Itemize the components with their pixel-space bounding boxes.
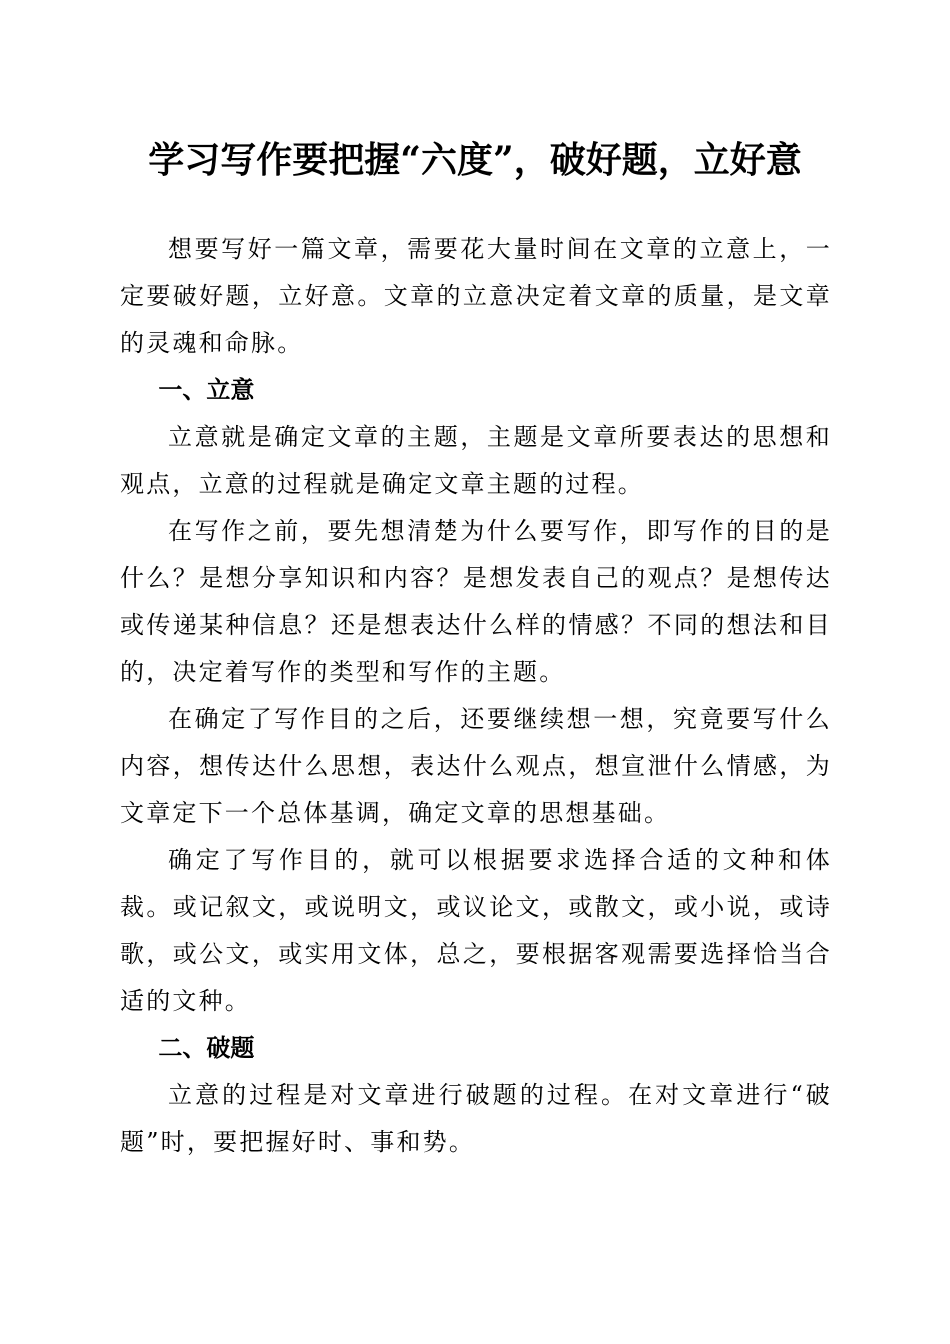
section-heading-liyi: 一、立意: [158, 376, 255, 404]
paragraph-liyi-definition: 立意就是确定文章的主题，主题是文章所要表达的思想和观点，立意的过程就是确定文章主题的过程。: [120, 423, 832, 498]
document-body: [120, 226, 832, 1166]
document-title: 学习写作要把握“六度”，破好题，立好意: [148, 139, 802, 181]
paragraph-writing-content: 在确定了写作目的之后，还要继续想一想，究竟要写什么内容，想传达什么思想，表达什么观点，想宣泄什么情感，为文章定下一个总体基调，确定文章的思想基础。: [120, 705, 832, 827]
paragraph-genre-choice: 确定了写作目的，就可以根据要求选择合适的文种和体裁。或记叙文，或说明文，或议论文，或散文，或小说，或诗歌，或公文，或实用文体，总之，要根据客观需要选择恰当合适的文种。: [120, 846, 832, 1015]
paragraph-writing-purpose: 在写作之前，要先想清楚为什么要写作，即写作的目的是什么？是想分享知识和内容？是想发表自己的观点？是想传达或传递某种信息？还是想表达什么样的情感？不同的想法和目的，决定着写作的类型和写作的主题。: [120, 517, 832, 686]
paragraph-poti: 立意的过程是对文章进行破题的过程。在对文章进行“破题”时，要把握好时、事和势。: [120, 1081, 832, 1156]
section-heading-poti: 二、破题: [158, 1034, 255, 1062]
paragraph-intro: 想要写好一篇文章，需要花大量时间在文章的立意上，一定要破好题，立好意。文章的立意决定着文章的质量，是文章的灵魂和命脉。: [120, 235, 832, 357]
